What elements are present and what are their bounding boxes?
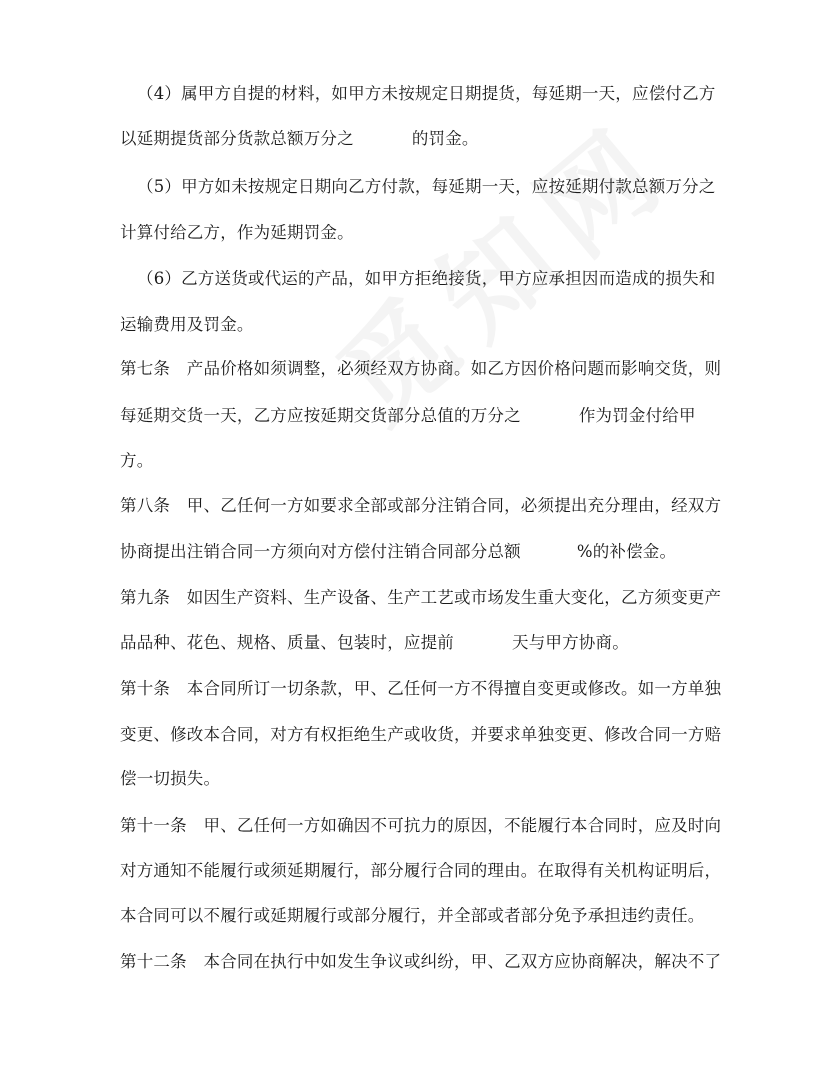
article-10-line-3: 偿一切损失。 (120, 769, 221, 788)
clause-4-line-2 (120, 129, 479, 149)
article-8-line-1: 第八条 甲、乙任何一方如要求全部或部分注销合同，必须提出充分理由，经双方 (120, 496, 722, 515)
article-9-line-1: 第九条 如因生产资料、生产设备、生产工艺或市场发生重大变化，乙方须变更产 (120, 588, 722, 607)
article-7-line-2-after: 作为罚金付给甲 (578, 406, 696, 425)
article-7-line-2 (120, 406, 696, 426)
clause-5-line-2: 计算付给乙方，作为延期罚金。 (120, 223, 354, 242)
article-12-line-1: 第十二条 本合同在执行中如发生争议或纠纷，甲、乙双方应协商解决，解决不了 (120, 952, 722, 971)
article-9-line-2-after: 天与甲方协商。 (512, 633, 629, 652)
article-8-line-2 (120, 542, 676, 562)
article-7-line-2-before: 每延期交货一天，乙方应按延期交货部分总值的万分之 (120, 406, 521, 425)
article-11-line-2: 对方通知不能履行或须延期履行，部分履行合同的理由。在取得有关机构证明后， (120, 861, 722, 880)
clause-4-line-2-after: 的罚金。 (411, 129, 479, 148)
clause-6-line-1: （6）乙方送货或代运的产品，如甲方拒绝接货，甲方应承担因而造成的损失和 (137, 269, 716, 288)
article-10-line-1: 第十条 本合同所订一切条款，甲、乙任何一方不得擅自变更或修改。如一方单独 (120, 679, 722, 698)
article-9-line-2-before: 品品种、花色、规格、质量、包装时，应提前 (120, 633, 454, 652)
clause-5-line-1: （5）甲方如未按规定日期向乙方付款，每延期一天，应按延期付款总额万分之 (137, 177, 716, 196)
clause-6-line-2: 运输费用及罚金。 (120, 315, 254, 334)
article-9-line-2 (120, 633, 629, 653)
clause-4-line-2-before: 以延期提货部分货款总额万分之 (120, 129, 354, 148)
article-10-line-2: 变更、修改本合同，对方有权拒绝生产或收货，并要求单独变更、修改合同一方赔 (120, 725, 722, 744)
article-11-line-1: 第十一条 甲、乙任何一方如确因不可抗力的原因，不能履行本合同时，应及时向 (120, 816, 722, 835)
article-8-line-2-before: 协商提出注销合同一方须向对方偿付注销合同部分总额 (120, 542, 521, 561)
article-11-line-3: 本合同可以不履行或延期履行或部分履行，并全部或者部分免予承担违约责任。 (120, 906, 705, 925)
article-8-line-2-after: %的补偿金。 (576, 542, 677, 561)
clause-4-line-1: （4）属甲方自提的材料，如甲方未按规定日期提货，每延期一天，应偿付乙方 (137, 84, 716, 103)
article-7-line-1: 第七条 产品价格如须调整，必须经双方协商。如乙方因价格问题而影响交货，则 (120, 359, 722, 378)
article-7-line-3: 方。 (120, 451, 154, 470)
